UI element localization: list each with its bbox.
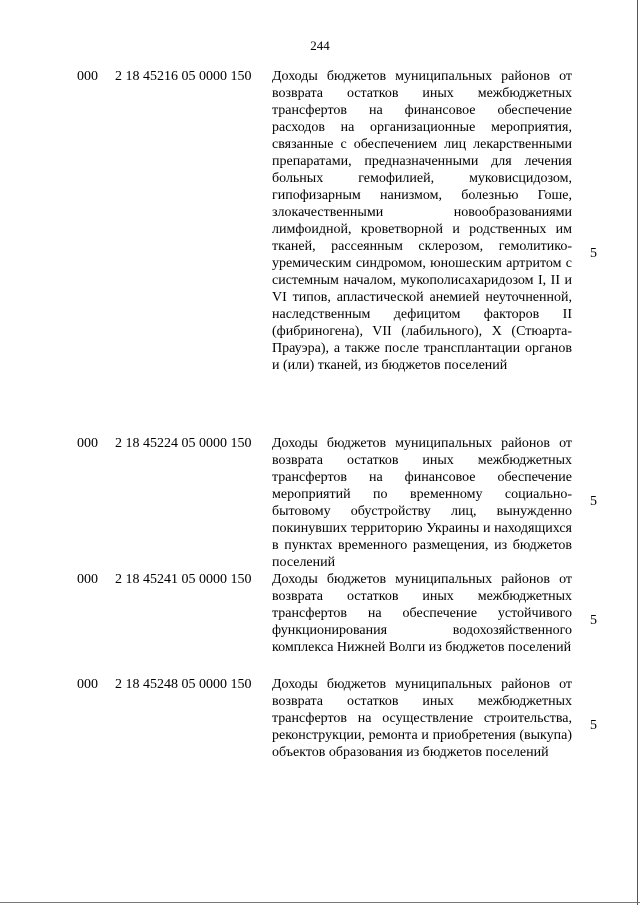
- budget-code: 2 18 45224 05 0000 150: [115, 436, 252, 451]
- admin-code: 000: [77, 436, 98, 451]
- row-amount: 5: [590, 613, 597, 628]
- budget-code: 2 18 45216 05 0000 150: [115, 69, 252, 84]
- row-amount: 5: [590, 246, 597, 261]
- budget-code: 2 18 45241 05 0000 150: [115, 572, 252, 587]
- admin-code: 000: [77, 69, 98, 84]
- page-edge-right: [637, 0, 638, 905]
- row-amount: 5: [590, 718, 597, 733]
- admin-code: 000: [77, 677, 98, 692]
- budget-code: 2 18 45248 05 0000 150: [115, 677, 252, 692]
- page-edge-bottom: [0, 902, 640, 903]
- row-description: Доходы бюджетов муниципальных районов от возврата остатков иных межбюджетных трансфертов на осуществление строительства, реконструкции, ремонта и приобретения (выкупа) объектов образования из бюджетов поселений: [272, 677, 572, 760]
- row-description: Доходы бюджетов муниципальных районов от возврата остатков иных межбюджетных трансфертов на обеспечение устойчивого функционирования водохозяйственного комплекса Нижней Волги из бюджетов поселений: [272, 572, 572, 655]
- row-description: Доходы бюджетов муниципальных районов от возврата остатков иных межбюджетных трансфертов на финансовое обеспечение мероприятий по временному социально-бытовому обустройству лиц, вынужденно покинувших территорию Украины и находящихся в пунктах временного размещения, из бюджетов поселений: [272, 436, 572, 570]
- page-number: 244: [310, 38, 330, 53]
- row-amount: 5: [590, 494, 597, 509]
- row-description: Доходы бюджетов муниципальных районов от возврата остатков иных межбюджетных трансфертов на финансовое обеспечение расходов на организационные мероприятия, связанные с обеспечением лиц лекарственными препаратами, предназначенными для лечения больных гемофилией, муковисцидозом, гипофизарным нанизмом, болезнью Гоше, злокачественными новообразованиями лимфоидной, кроветворной и родственных им тканей, рассеянным склерозом, гемолитико-уремическим синдромом, юношеским артритом с системным началом, мукополисахаридозом I, II и VI типов, апластической анемией неуточненной, наследственным дефицитом факторов II (фибриногена), VII (лабильного), X (Стюарта-Прауэра), а также после трансплантации органов и (или) тканей, из бюджетов поселений: [272, 69, 572, 373]
- admin-code: 000: [77, 572, 98, 587]
